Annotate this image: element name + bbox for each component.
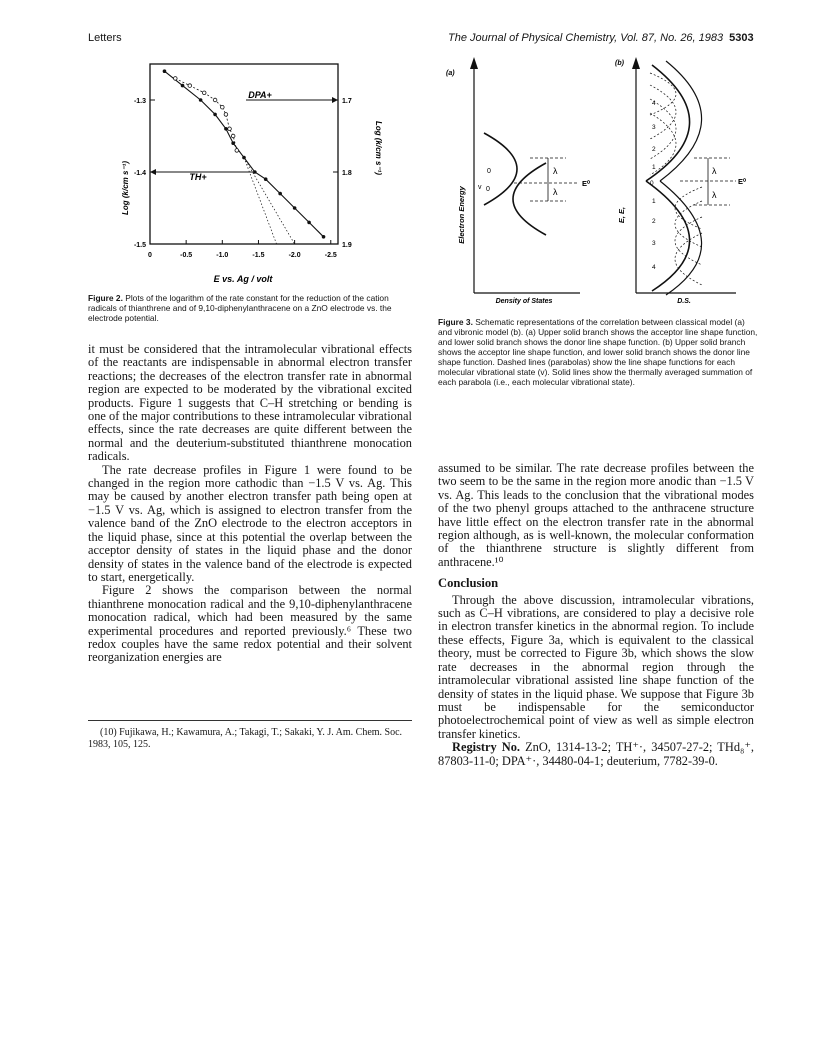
footnote-rule <box>88 720 412 721</box>
donor-parabola <box>675 217 702 265</box>
lambda-upper-b: λ <box>712 166 717 176</box>
footnotes <box>88 727 412 751</box>
e0-label-b: E⁰ <box>738 177 747 186</box>
dpa-data-point <box>188 84 192 88</box>
right-column <box>438 462 754 768</box>
footnote-10: (10) Fujikawa, H.; Kawamura, A.; Takagi, T.; Sakaki, Y. J. Am. Chem. Soc. 1983, 105, 125. <box>88 727 403 750</box>
figure-3-caption-text: Schematic representations of the correlation between classical model (a) and vibronic model (b). (a) Upper solid branch shows the acceptor line shape function, and lower solid branch shows the donor line shape function. (b) Upper solid branch shows the acceptor line shape function, and lower solid branch shows the donor line shape function. Dashed lines (parabolas) show the line shape functions for each molecular vibrational state (v). Solid lines show the thermally averaged summation of each parabola (i.e., each molecular vibrational state). <box>438 317 758 387</box>
registry-text: ZnO, 1314-13-2; TH⁺·, 34507-27-2; THd₈⁺, 87803-11-0; DPA⁺·, 34480-04-1; deuterium, 7782-39-0. <box>438 740 754 768</box>
x-tick-label: -1.5 <box>252 252 265 259</box>
left-axis-label: Log (k/cm s⁻¹) <box>121 160 130 216</box>
journal-header <box>448 32 754 44</box>
figure-2-caption-text: Plots of the logarithm of the rate constant for the reduction of the cation radicals of thianthrene and of 9,10-diphenylanthracene on a ZnO electrode vs. the electrode potential. <box>88 293 392 323</box>
y-tick-label: -1.3 <box>133 98 146 105</box>
paragraph: it must be considered that the intramolecular vibrational effects of the reactants are indispensable in abnormal electron transfer reactions; the decreases of the electron transfer rate in abnormal region are expected to be moderated by the vibrational excited products. Figure 1 suggests that C–H stretching or bending is one of the major contributions to these intramolecular vibrational effects, since the rate decreases are quite different between the normal and the deuterium-substituted thianthrene monocation radicals. <box>88 342 412 464</box>
dpa-data-point <box>224 113 228 117</box>
x-tick-label: -1.0 <box>216 252 229 259</box>
th-label: TH+ <box>189 172 207 182</box>
dpa-data-point <box>228 127 232 131</box>
th-data-point <box>278 192 282 196</box>
panel-b <box>615 57 747 305</box>
y2-tick-label: 1.7 <box>342 98 352 105</box>
paragraph: Figure 2 shows the comparison between the normal thianthrene monocation radical and the 9,10-diphenylanthracene monocation radical, which had been measured by the same experimental procedures and reported previously.⁶ These two redox couples have the same redox potential and their solvent reorganization energies are <box>88 583 412 665</box>
th-data-point <box>307 221 311 225</box>
figure-2-caption <box>88 293 418 323</box>
panel-a <box>446 57 591 305</box>
e0-label-a: E⁰ <box>582 179 591 188</box>
donor-branch-a <box>513 163 546 235</box>
panel-b-label: (b) <box>615 60 624 67</box>
x-tick-label: -0.5 <box>180 252 193 259</box>
figure-2-chart <box>88 58 418 288</box>
lambda-lower-b: λ <box>712 190 717 200</box>
lambda-upper-a: λ <box>553 166 558 176</box>
th-data-point <box>181 84 185 88</box>
panel-b-ylabel: E, E, <box>617 206 626 224</box>
donor-parabola <box>675 201 702 247</box>
level-b-0: 0 <box>650 180 654 187</box>
x-tick-label: -2.5 <box>324 252 337 259</box>
th-data-point <box>242 156 246 160</box>
panel-a-xlabel: Density of States <box>495 298 553 305</box>
level-b-2-low: 2 <box>652 218 656 225</box>
th-data-point <box>163 69 167 73</box>
panel-a-ylabel: Electron Energy <box>457 186 466 244</box>
panel-a-y-arrow <box>470 57 478 69</box>
level-b-1: 1 <box>652 164 656 171</box>
tick-labels <box>134 98 352 259</box>
level-b-4-low: 4 <box>652 264 656 271</box>
registry-label: Registry No. <box>452 740 521 755</box>
th-fit-curve <box>165 71 324 237</box>
x-tick-label: -2.0 <box>288 252 301 259</box>
x-tick-label: 0 <box>148 252 152 259</box>
level-b-1-low: 1 <box>652 198 656 205</box>
level-b-4: 4 <box>652 100 656 107</box>
figure-3-diagram <box>440 55 770 307</box>
th-data-point <box>199 98 203 102</box>
y-tick-label: -1.4 <box>133 170 146 177</box>
data-points <box>163 69 326 238</box>
x-axis-label: E vs. Ag / volt <box>213 274 273 284</box>
paragraph: The rate decrease profiles in Figure 1 were found to be changed in the region more cathodic than −1.5 V vs. Ag. This may be caused by another electron transfer path being open at −1.5 V vs. Ag, which is assigned to electron transfer from the valence band of the ZnO electrode to the electron acceptors in the liquid phase, since at this potential the overlap between the acceptor density of states in the liquid phase and the donor density of states in the valence band of the electrode is expected to start, energetically. <box>88 462 412 584</box>
plot-frame <box>150 64 338 244</box>
level-b-3-low: 3 <box>652 240 656 247</box>
vibrational-parabolas <box>650 73 702 285</box>
panel-a-label: (a) <box>446 70 455 77</box>
paragraph: Through the above discussion, intramolecular vibrations, such as C–H vibrations, are considered to play a decisive role in electron transfer kinetics in the abnormal region. To include these effects, Figure 3a, which is equivalent to the classical theory, must be corrected to Figure 3b, which shows the slow rate decreases in the abnormal region through the intramolecular vibrational assisted line shape function of the density of states in the liquid phase. We suppose that Figure 3b must be indispensable for the semiconductor photoelectrochemical point of view as well as simple electron transfer kinetics. <box>438 592 754 741</box>
section-header: Letters <box>88 32 122 44</box>
dpa-data-point <box>231 134 235 138</box>
panel-b-y-arrow <box>632 57 640 69</box>
donor-parabola <box>675 187 702 229</box>
th-data-point <box>322 235 326 239</box>
dpa-data-point <box>235 149 239 153</box>
dpa-extrapolation <box>244 158 277 244</box>
y2-tick-label: 1.8 <box>342 170 352 177</box>
dpa-data-point <box>213 98 217 102</box>
y-tick-label: -1.5 <box>133 242 146 249</box>
left-column <box>88 343 412 665</box>
level-0b: 0 <box>486 186 490 193</box>
dpa-data-point <box>221 105 225 109</box>
th-data-point <box>231 141 235 145</box>
th-data-point <box>213 113 217 117</box>
level-b-3: 3 <box>652 124 656 131</box>
th-data-point <box>293 206 297 210</box>
journal-citation: The Journal of Physical Chemistry, Vol. 87, No. 26, 1983 <box>448 32 724 44</box>
dpa-label: DPA+ <box>248 90 272 100</box>
th-data-point <box>264 177 268 181</box>
figure-3-caption-label: Figure 3. <box>438 317 473 327</box>
panel-b-xlabel: D.S. <box>677 298 691 305</box>
paragraph: assumed to be similar. The rate decrease profiles between the two seem to be the same in the region more anodic than −1.5 V vs. Ag. This leads to the conclusion that the vibrational modes of the two phenyl groups attached to the anthracene structure have little effect on the electron transfer rate in the abnormal region although, as is well-known, the molecular conformation of the thianthrene structure is slightly different from anthracene.¹⁰ <box>438 461 754 569</box>
level-b-2: 2 <box>652 146 656 153</box>
figure-2-caption-label: Figure 2. <box>88 293 123 303</box>
lambda-lower-a: λ <box>553 187 558 197</box>
th-data-point <box>224 127 228 131</box>
dpa-data-point <box>174 77 178 81</box>
acceptor-parabola <box>650 73 676 115</box>
right-axis-label: Log (k/cm s⁻¹) <box>374 120 383 176</box>
page-number: 5303 <box>729 32 754 44</box>
section-heading: Conclusion <box>438 576 499 591</box>
level-0: 0 <box>487 168 491 175</box>
registry-numbers <box>438 741 754 768</box>
figure-3-caption <box>438 317 758 387</box>
plot-border <box>150 64 338 244</box>
y2-tick-label: 1.9 <box>342 242 352 249</box>
dpa-data-point <box>202 91 206 95</box>
th-data-point <box>253 170 257 174</box>
level-v: v <box>478 184 482 191</box>
donor-parabola <box>675 233 702 285</box>
